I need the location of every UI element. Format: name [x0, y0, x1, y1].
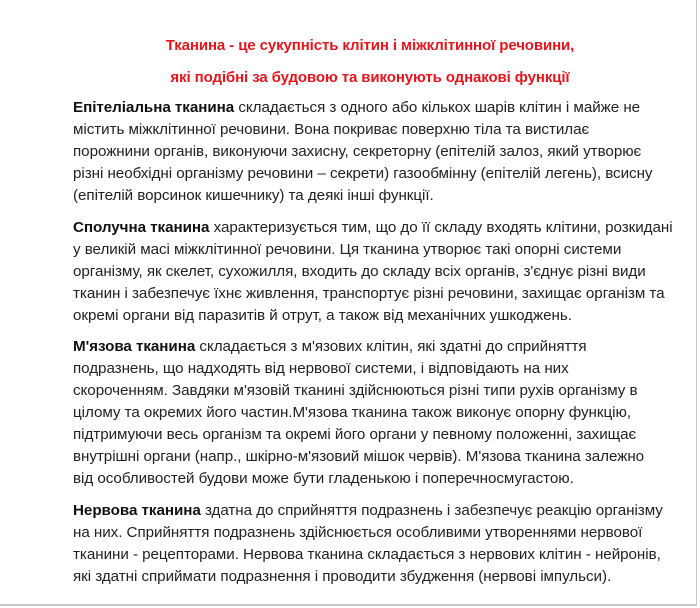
paragraph-line: окремі органи від паразитів й отрут, а також від механічних ушкоджень.	[73, 307, 572, 324]
paragraph-line	[73, 97, 673, 119]
paragraph-line: (епітелій ворсинок кишечнику) та деякі інші функції.	[73, 187, 434, 204]
paragraph-line: підтримуючи весь організм та окремі його органи у певному положенні, захищає	[73, 426, 637, 443]
paragraph-line: цілому та окремих його частин.М'язова тканина також виконує опорну функцію,	[73, 404, 631, 421]
paragraph-line: різні необхідні організму речовини – секрети) газообмінну (епітелій легень), всисну	[73, 165, 653, 182]
paragraph-line: від особливостей будови може бути гладенькою і поперечносмугастою.	[73, 470, 574, 487]
title-line-1: Тканина - це сукупність клітин і міжклітинної речовини,	[165, 37, 575, 54]
paragraph-text: здатна до сприйняття подразнень і забезпечує реакцію організму	[200, 502, 663, 519]
paragraph-line: подразнень, що надходять від нервової системи, і відповідають на них	[73, 360, 569, 377]
paragraph-line: на них. Сприйняття подразнень здійснюється особливими утвореннями нервової	[73, 524, 643, 541]
paragraph-line	[73, 500, 673, 522]
paragraph-line: внутрішні органи (напр., шкірно-м'язовий мішок червів). М'язова тканина залежно	[73, 448, 645, 465]
paragraph-epithelial-tissue	[73, 97, 673, 207]
paragraph-muscle-tissue	[73, 336, 673, 490]
paragraph-line: тканини - рецепторами. Нервова тканина складається з нервових клітин - нейронів,	[73, 546, 661, 563]
paragraph-line: скороченням. Завдяки м'язовій тканині здійснюються різні типи рухів організму в	[73, 382, 638, 399]
paragraph-line: у великій масі міжклітинної речовини. Ця тканина утворює такі опорні системи	[73, 241, 622, 258]
paragraph-text: складається з м'язових клітин, які здатні до сприйняття	[195, 338, 587, 355]
paragraph-line	[73, 336, 673, 358]
paragraph-line: містить міжклітинної речовини. Вона покриває поверхню тіла та вистилає	[73, 121, 590, 138]
paragraph-nervous-tissue	[73, 500, 673, 588]
paragraph-text: складається з одного або кількох шарів клітин і майже не	[234, 99, 641, 116]
paragraph-line: тканин і забезпечує їхнє живлення, транспортує різні речовини, захищає організм та	[73, 285, 665, 302]
term-epithelial-tissue: Епітеліальна тканина	[73, 99, 235, 116]
paragraph-line	[73, 217, 673, 239]
term-muscle-tissue: М'язова тканина	[73, 338, 196, 355]
term-connective-tissue: Сполучна тканина	[73, 219, 210, 236]
paragraph-text: характеризується тим, що до її складу входять клітини, розкидані	[209, 219, 673, 236]
paragraph-line: які здатні сприймати подразнення і проводити збудження (нервові імпульси).	[73, 568, 612, 585]
paragraph-line: організму, як скелет, сухожилля, входить до складу всіх органів, з'єднує різні види	[73, 263, 646, 280]
term-nervous-tissue: Нервова тканина	[73, 502, 201, 519]
title-line-2: які подібні за будовою та виконують однакові функції	[170, 69, 570, 86]
paragraph-line: порожнини органів, виконуючи захисну, секреторну (епітелій залоз, який утворює	[73, 143, 642, 160]
paragraph-connective-tissue	[73, 217, 673, 327]
